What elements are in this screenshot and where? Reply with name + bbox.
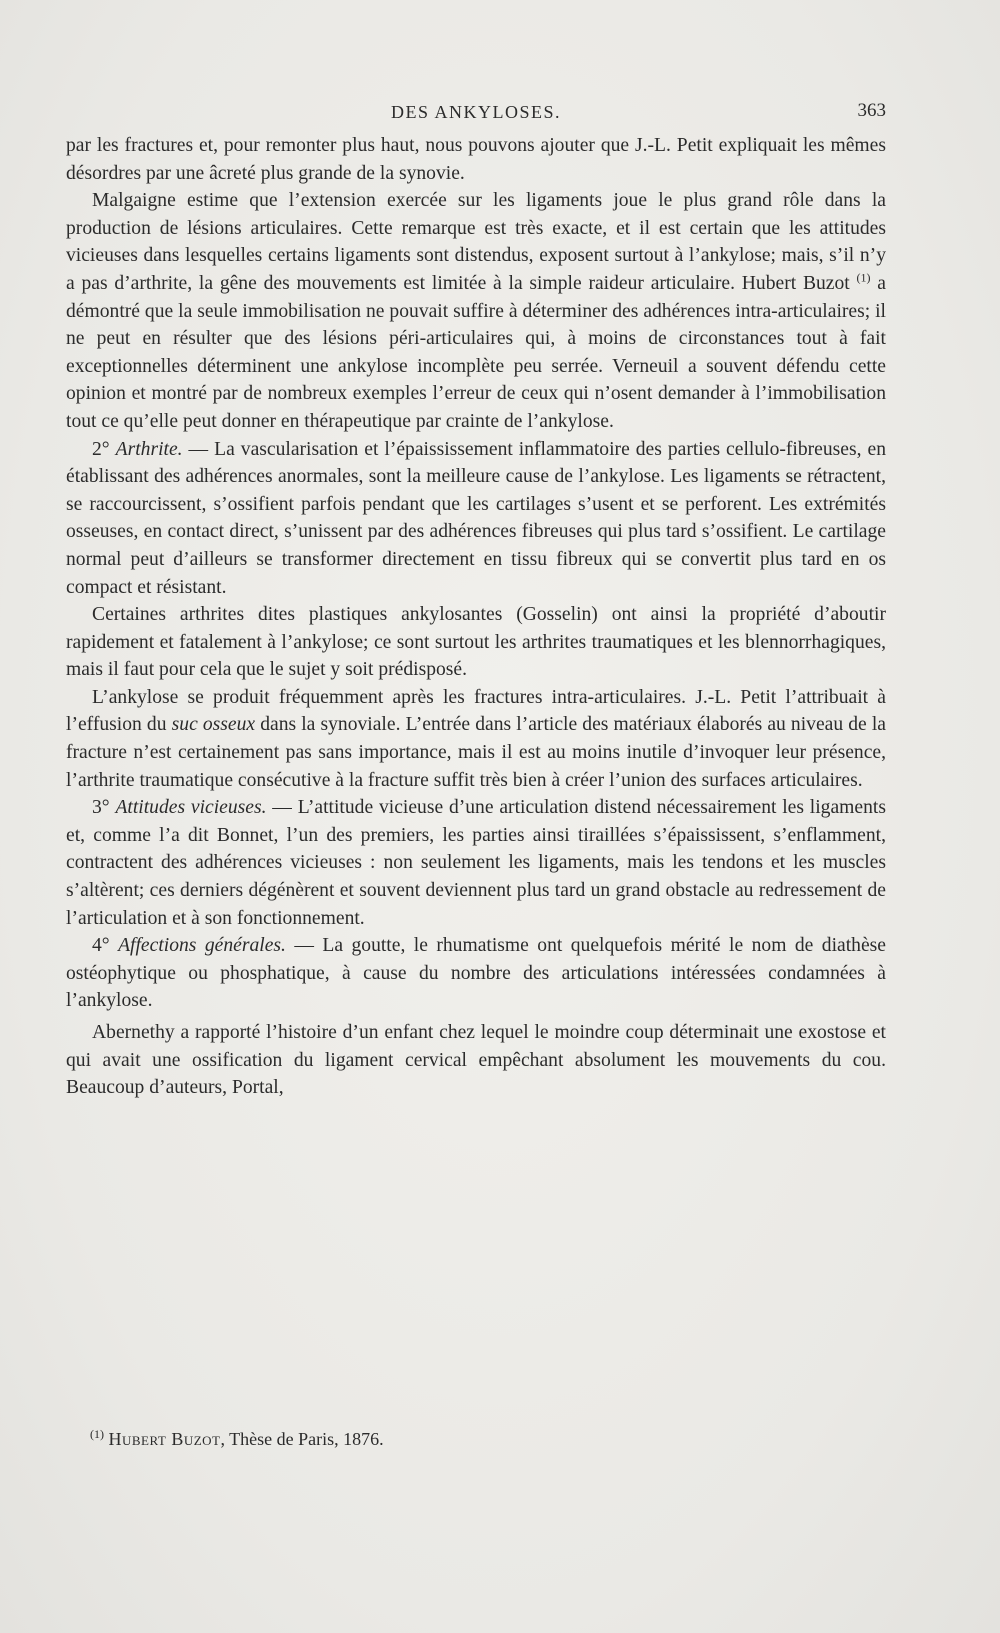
running-head: [66, 97, 886, 127]
paragraph-text: a démontré que la seule immobilisation ne pouvait suffire à déterminer des adhérences intra-articulaires; il ne peut en résulter que des lésions péri-articulaires qui, à moins de circonstances tout à fait exceptionnelles déterminent une ankylose incomplète peu serrée. Verneuil a souvent défendu cette opinion et montré par de nombreux exemples l’erreur de ceux qui n’osent demander à l’immobilisation tout ce qu’elle peut donner en thérapeutique par crainte de l’ankylose.: [66, 272, 886, 432]
section-title: Attitudes vicieuses.: [115, 797, 267, 819]
paragraph-abernethy: Abernethy a rapporté l’histoire d’un enfant chez lequel le moindre coup déterminait une exostose et qui avait une ossification du ligament cervical empêchant absolument les mouvements du cou. Beaucoup d’auteurs, Portal,: [66, 1022, 886, 1099]
footnote-reference: (1): [856, 270, 871, 285]
paragraph-text: Malgaigne estime que l’extension exercée sur les ligaments joue le plus grand rôle dans la production de lésions articulaires. Cette remarque est très exacte, et il est certain que les attitudes vicieuses dans lesquelles certains ligaments sont distendus, exposent surtout à l’ankylose; mais, s’il n’y a pas d’arthrite, la gêne des mouvements est limitée à la simple raideur articulaire. Hubert Buzot: [66, 190, 886, 294]
running-title: DES ANKYLOSES.: [390, 102, 562, 122]
footnote-text: , Thèse de Paris, 1876.: [220, 1429, 384, 1449]
footnote-mark: (1): [90, 1427, 104, 1441]
section-text: — L’attitude vicieuse d’une articulation distend nécessairement les ligaments et, comme l’a dit Bonnet, l’un des premiers, les parties ainsi tiraillées s’épaississent, s’enflamment, contractent des adhérences vicieuses : non seulement les ligaments, mais les tendons et les muscles s’altèrent; ces derniers dégénèrent et souvent deviennent plus tard un grand obstacle au redressement de l’articulation et à son fonctionnement.: [66, 797, 886, 929]
paragraph-malgaigne: [66, 187, 886, 435]
section-title: Affections générales.: [118, 935, 286, 957]
section-text: — La vascularisation et l’épaississement inflammatoire des parties cellulo-fibreuses, en établissant des adhérences anormales, sont la meilleure cause de l’ankylose. Les ligaments se rétractent, se raccourcissent, s’ossifient parfois pendant que les cartilages s’usent et se perforent. Les extrémités osseuses, en contact direct, s’unissent par des adhérences fibreuses qui plus tard s’ossifient. Le cartilage normal peut d’ailleurs se transformer directement en tissu fibreux qui se convertit plus tard en os compact et résistant.: [66, 438, 886, 598]
page-number: 363: [857, 100, 886, 121]
section-attitudes-vicieuses: [66, 794, 886, 932]
paragraph-continued: par les fractures et, pour remonter plus haut, nous pouvons ajouter que J.-L. Petit expliquait les mêmes désordres par une âcreté plus grande de la synovie.: [66, 135, 886, 184]
section-number: 2°: [92, 438, 110, 460]
paragraph-text: dans la synoviale. L’entrée dans l’article des matériaux élaborés au niveau de la fracture n’est certainement pas sans importance, mais il est au moins inutile d’invoquer leur présence, l’arthrite traumatique consécutive à la fracture suffit très bien à créer l’union des surfaces articulaires.: [66, 714, 886, 791]
footnote: [90, 1427, 880, 1451]
italic-term: suc osseux: [171, 714, 256, 736]
body-text: [66, 132, 886, 1102]
section-number: 3°: [92, 797, 110, 819]
footnote-author: Hubert Buzot: [108, 1429, 221, 1449]
section-title: Arthrite.: [115, 438, 183, 460]
section-arthrite: [66, 436, 886, 602]
section-text: — La goutte, le rhumatisme ont quelquefois mérité le nom de diathèse ostéophytique ou phosphatique, à cause du nombre des articulations intéressées condamnées à l’ankylose.: [66, 935, 886, 1012]
paragraph-text: L’ankylose se produit fréquemment après les fractures intra-articulaires. J.-L. Petit l’attribuait à l’effusion du: [66, 686, 886, 736]
section-affections-generales: [66, 932, 886, 1015]
paragraph-arthrites-plastiques: Certaines arthrites dites plastiques ankylosantes (Gosselin) ont ainsi la propriété d’aboutir rapidement et fatalement à l’ankylose; ce sont surtout les arthrites traumatiques et les blennorrhagiques, mais il faut pour cela que le sujet y soit prédisposé.: [66, 604, 886, 681]
paragraph-fractures: [66, 684, 886, 794]
section-number: 4°: [92, 935, 110, 957]
